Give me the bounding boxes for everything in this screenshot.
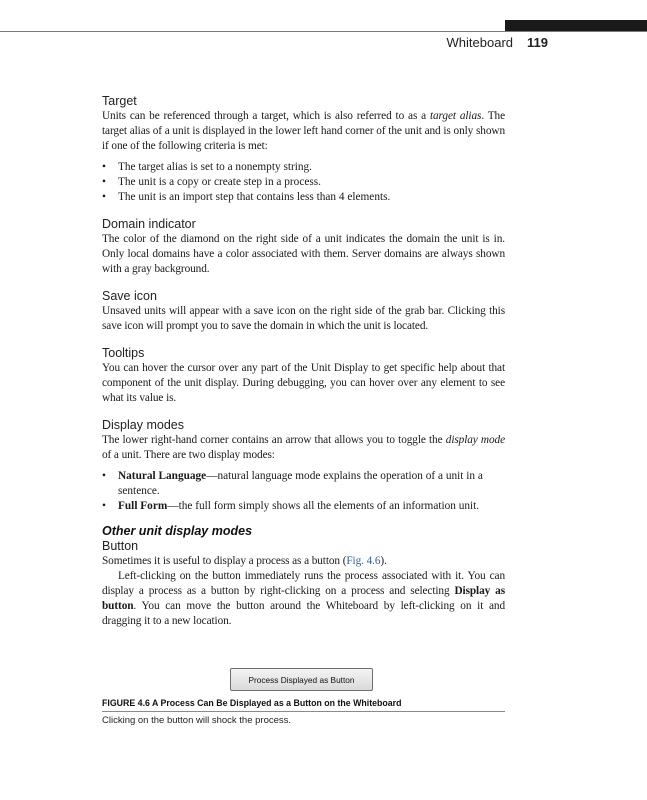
list-item: • The unit is a copy or create step in a process. bbox=[102, 175, 505, 190]
list-item bbox=[102, 469, 505, 499]
list-item bbox=[102, 499, 505, 514]
paragraph-button-usage bbox=[102, 569, 505, 629]
text: The lower right-hand corner contains an arrow that allows you to toggle the bbox=[102, 434, 446, 446]
header-bar bbox=[505, 20, 647, 31]
paragraph-display-modes bbox=[102, 433, 505, 463]
paragraph-domain-indicator: The color of the diamond on the right side of a unit indicates the domain the unit is in. Only local domains have a color associated with them. Server domains are always shown with a gray background. bbox=[102, 233, 505, 275]
running-head-title: Whiteboard bbox=[446, 35, 514, 50]
heading-target: Target bbox=[102, 94, 137, 108]
text: . You can move the button around the Whiteboard by left-clicking on it and dragging it to a new location. bbox=[102, 600, 505, 627]
heading-button: Button bbox=[102, 539, 139, 553]
heading-domain-indicator: Domain indicator bbox=[102, 217, 196, 231]
text: —natural language mode explains the operation of a unit in a sentence. bbox=[118, 470, 483, 497]
heading-tooltips: Tooltips bbox=[102, 346, 145, 360]
running-head bbox=[0, 35, 548, 51]
paragraph-button-intro bbox=[102, 554, 505, 569]
figure-caption: FIGURE 4.6 A Process Can Be Displayed as a Button on the Whiteboard bbox=[102, 697, 505, 712]
text: . The target alias of a unit is displayed in the lower left hand corner of the unit and is only shown if one of the following criteria is met: bbox=[102, 110, 505, 152]
list-item: • The unit is an import step that contains less than 4 elements. bbox=[102, 190, 505, 205]
text: of a unit. There are two display modes: bbox=[102, 449, 275, 461]
term-natural-language: Natural Language bbox=[118, 470, 207, 482]
paragraph-save-icon: Unsaved units will appear with a save icon on the right side of the grab bar. Clicking this save icon will prompt you to save the domain in which the unit is located. bbox=[102, 305, 505, 332]
page-number: 119 bbox=[527, 35, 548, 50]
term-display-mode: display mode bbox=[445, 434, 505, 446]
subheading-other-modes: Other unit display modes bbox=[102, 524, 253, 538]
process-button[interactable]: Process Displayed as Button bbox=[230, 668, 373, 691]
paragraph-tooltips: You can hover the cursor over any part of the Unit Display to get specific help about that component of the unit display. During debugging, you can hover over any element to see what its value is. bbox=[102, 362, 505, 404]
term-full-form: Full Form bbox=[118, 500, 168, 512]
heading-save-icon: Save icon bbox=[102, 289, 157, 303]
heading-display-modes: Display modes bbox=[102, 418, 184, 432]
text: ). bbox=[380, 555, 387, 567]
paragraph-target bbox=[102, 109, 505, 154]
page-body bbox=[102, 94, 505, 629]
text: Units can be referenced through a target, which is also referred to as a bbox=[102, 110, 430, 122]
text: Sometimes it is useful to display a process as a button ( bbox=[102, 555, 347, 567]
target-criteria-list bbox=[102, 160, 505, 205]
term-target-alias: target alias bbox=[429, 110, 482, 122]
header-rule bbox=[0, 31, 647, 32]
figure-note: Clicking on the button will shock the process. bbox=[102, 715, 292, 726]
list-item: • The target alias is set to a nonempty string. bbox=[102, 160, 505, 175]
figure-reference-link[interactable]: Fig. 4.6 bbox=[346, 555, 381, 567]
display-modes-list bbox=[102, 469, 505, 514]
text: —the full form simply shows all the elements of an information unit. bbox=[167, 500, 480, 512]
text: Left-clicking on the button immediately runs the process associated with it. You can display a process as a button by right-clicking on a process and selecting bbox=[102, 570, 505, 597]
term-display-as-button: Display as button bbox=[102, 585, 505, 612]
